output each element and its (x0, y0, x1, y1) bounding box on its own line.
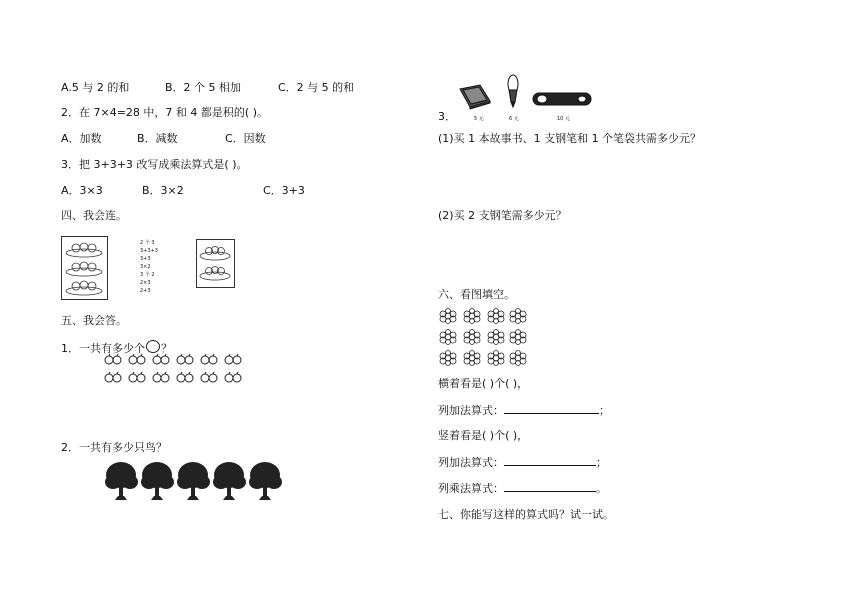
q2-option-c: C．因数 (225, 132, 266, 145)
apple-groups-picture (104, 354, 244, 386)
trees-with-birds-picture (104, 460, 284, 502)
expression-3: 3×2 (140, 264, 151, 270)
sub-question-2: (2)买 2 支钢笔需多少元？ (438, 209, 567, 222)
flowers-grid-picture (438, 308, 528, 366)
price-book: 5 元 (474, 116, 484, 122)
q2-option-b: B．减数 (137, 132, 178, 145)
q1-option-a: A.5 与 2 的和 (61, 81, 130, 94)
sec5-q1-prefix: 1．一共有多少个 (61, 342, 145, 355)
sub-question-1: (1)买 1 本故事书、1 支钢笔和 1 个笔袋共需多少元？ (438, 132, 702, 145)
addition-end-1: ； (599, 404, 610, 417)
sec5-q1-suffix: ？ (161, 342, 172, 355)
apple-icon (146, 340, 160, 353)
q3-label: 3． (438, 110, 456, 123)
section-7-title: 七、你能写这样的算式吗？试一试。 (438, 508, 614, 521)
q3-option-b: B．3×2 (142, 184, 184, 197)
price-pen: 6 元 (509, 116, 519, 122)
multiplication-line (438, 481, 607, 496)
q1-option-c: C．2 与 5 的和 (278, 81, 355, 94)
expression-1: 3+3+3 (140, 248, 158, 254)
q2-stem: 2．在 7×4=28 中，7 和 4 都是积的( )。 (61, 106, 268, 119)
section-6-title: 六、看图填空。 (438, 288, 515, 301)
q2-option-a: A．加数 (61, 132, 102, 145)
plates-picture-left (61, 236, 108, 300)
vertical-view-line: 竖着看是( )个( )， (438, 429, 529, 442)
q3-option-a: A．3×3 (61, 184, 103, 197)
addition-line-1 (438, 403, 610, 418)
plates-picture-right (196, 239, 235, 288)
fountain-pen-icon (505, 74, 521, 108)
price-pencil-case: 10 元 (557, 116, 570, 122)
horizontal-view-line: 横着看是( )个( )， (438, 377, 529, 390)
answer-blank-3[interactable] (504, 481, 596, 492)
answer-blank-1[interactable] (504, 403, 599, 414)
addition-label-1: 列加法算式： (438, 404, 504, 417)
addition-end-2: ； (596, 456, 607, 469)
q3-option-c: C．3+3 (263, 184, 305, 197)
q3-stem: 3．把 3+3+3 改写成乘法算式是( )。 (61, 158, 248, 171)
addition-label-2: 列加法算式： (438, 456, 504, 469)
expression-2: 3+3 (140, 256, 151, 262)
expression-0: 2 个 3 (140, 240, 155, 246)
multiplication-end: 。 (596, 482, 607, 495)
section-4-title: 四、我会连。 (61, 209, 127, 222)
peach-plates-icon (62, 237, 107, 299)
section-5-title: 五、我会答。 (61, 314, 127, 327)
expression-4: 3 个 2 (140, 272, 155, 278)
sec5-q2-stem: 2．一共有多少只鸟？ (61, 441, 167, 454)
answer-blank-2[interactable] (504, 455, 596, 466)
peach-plates-icon (197, 240, 234, 287)
multiplication-label: 列乘法算式： (438, 482, 504, 495)
expression-6: 2+3 (140, 288, 151, 294)
expression-5: 2×3 (140, 280, 151, 286)
addition-line-2 (438, 455, 607, 470)
story-book-icon (458, 83, 492, 109)
q1-option-b: B．2 个 5 相加 (165, 81, 242, 94)
pencil-case-icon (532, 89, 594, 107)
